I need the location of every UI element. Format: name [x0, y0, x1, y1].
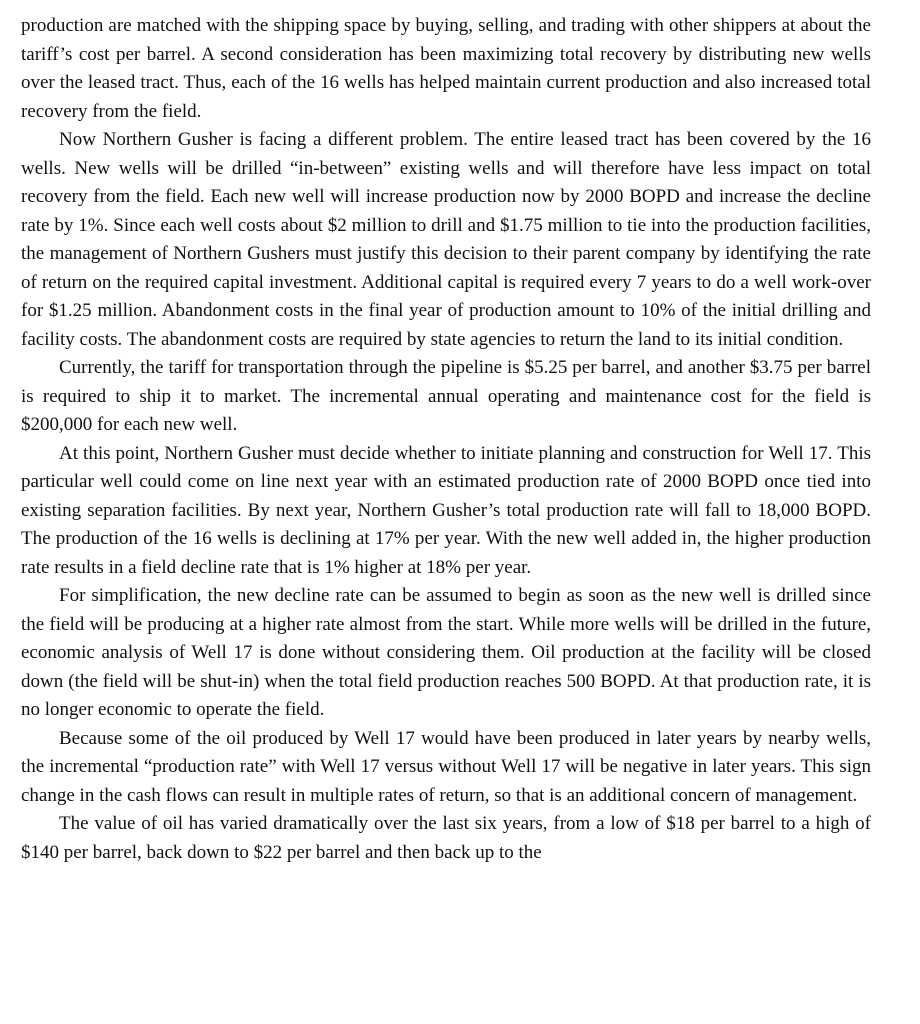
paragraph-oil-value: The value of oil has varied dramatically over the last six years, from a low of $18 per barrel to a high of $140 per barrel, back down to $22 per barrel and then back up to the	[21, 813, 871, 863]
paragraph-continuation: production are matched with the shipping space by buying, selling, and trading with other shippers at about the tariff’s cost per barrel. A second consideration has been maximizing total recovery by distributing new wells over the leased tract. Thus, each of the 16 wells has helped maintain current production and also increased total recovery from the field.	[21, 15, 871, 122]
document-page	[21, 12, 871, 867]
paragraph-incremental-production: Because some of the oil produced by Well 17 would have been produced in later years by nearby wells, the incremental “production rate” with Well 17 versus without Well 17 will be negative in later years. This sign change in the cash flows can result in multiple rates of return, so that is an additional concern of management.	[21, 727, 871, 806]
paragraph-new-problem: Now Northern Gusher is facing a different problem. The entire leased tract has been covered by the 16 wells. New wells will be drilled “in-between” existing wells and will therefore have less impact on total recovery from the field. Each new well will increase production now by 2000 BOPD and increase the decline rate by 1%. Since each well costs about $2 million to drill and $1.75 million to tie into the production facilities, the management of Northern Gushers must justify this decision to their parent company by identifying the rate of return on the required capital investment. Additional capital is required every 7 years to do a well work-over for $1.25 million. Abandonment costs in the final year of production amount to 10% of the initial drilling and facility costs. The abandonment costs are required by state agencies to return the land to its initial condition.	[21, 129, 871, 350]
paragraph-well-17-decision: At this point, Northern Gusher must decide whether to initiate planning and construction for Well 17. This particular well could come on line next year with an estimated production rate of 2000 BOPD once tied into existing separation facilities. By next year, Northern Gusher’s total production rate will fall to 18,000 BOPD. The production of the 16 wells is declining at 17% per year. With the new well added in, the higher production rate results in a field decline rate that is 1% higher at 18% per year.	[21, 442, 871, 578]
paragraph-simplification: For simplification, the new decline rate can be assumed to begin as soon as the new well is drilled since the field will be producing at a higher rate almost from the start. While more wells will be drilled in the future, economic analysis of Well 17 is done without considering them. Oil production at the facility will be closed down (the field will be shut-in) when the total field production reaches 500 BOPD. At that production rate, it is no longer economic to operate the field.	[21, 585, 871, 720]
paragraph-tariff: Currently, the tariff for transportation through the pipeline is $5.25 per barrel, and another $3.75 per barrel is required to ship it to market. The incremental annual operating and maintenance cost for the field is $200,000 for each new well.	[21, 357, 871, 435]
